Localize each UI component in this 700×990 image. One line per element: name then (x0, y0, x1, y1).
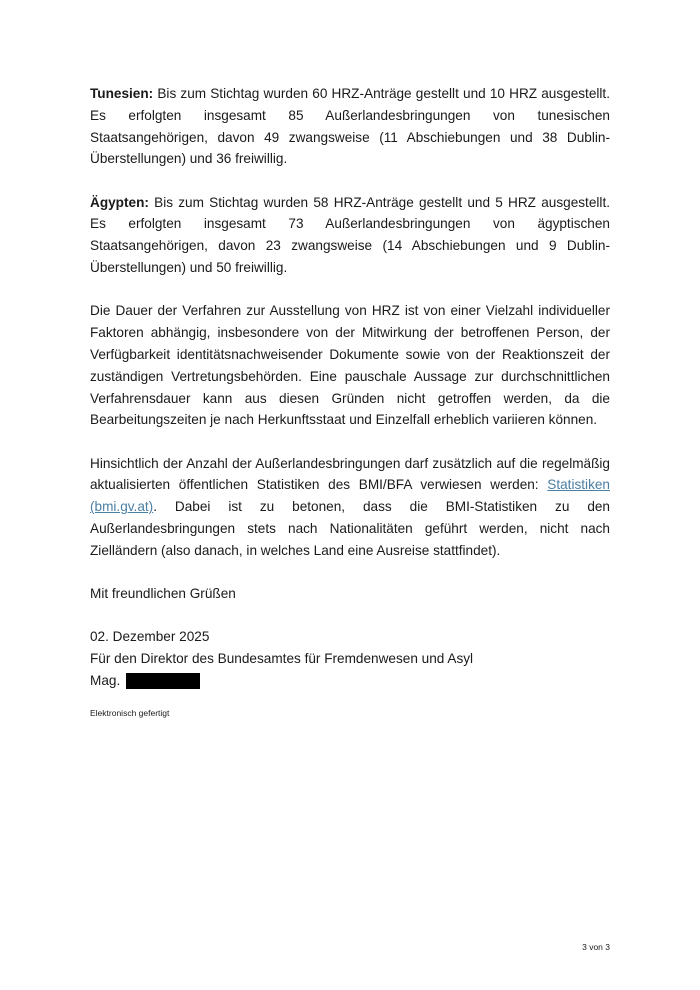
paragraph-statistik-text-before: Hinsichtlich der Anzahl der Außerlandesbringungen darf zusätzlich auf die regelmäßig aktualisierten öffentlichen Statistiken des BMI/BFA verwiesen werden: (90, 455, 610, 493)
signature-date: 02. Dezember 2025 (90, 629, 210, 645)
electronic-signature-note: Elektronisch gefertigt (90, 707, 170, 718)
signature-on-behalf: Für den Direktor des Bundesamtes für Fremdenwesen und Asyl (90, 651, 474, 667)
signature-name-row (90, 670, 610, 692)
paragraph-statistik (90, 453, 610, 562)
paragraph-aegypten (90, 192, 610, 279)
paragraph-tunesien (90, 83, 610, 170)
page-number: 3 von 3 (582, 942, 610, 952)
signature-block (90, 626, 610, 691)
signature-title: Mag. (90, 673, 121, 689)
paragraph-statistik-text-after: . Dabei ist zu betonen, dass die BMI-Statistiken zu den Außerlandesbringungen stets nach Nationalitäten geführt werden, nicht nach Zielländern (also danach, in welches Land eine Ausreise stattfindet). (90, 499, 610, 558)
closing-greeting: Mit freundlichen Grüßen (90, 586, 236, 602)
letter-body (90, 83, 610, 719)
paragraph-tunesien-text: Bis zum Stichtag wurden 60 HRZ-Anträge gestellt und 10 HRZ ausgestellt. Es erfolgten insgesamt 85 Außerlandesbringungen von tunesischen Staatsangehörigen, davon 49 zwangsweise (11 Abschiebungen und 38 Dublin-Überstellungen) und 36 freiwillig. (90, 86, 610, 167)
redaction-bar (126, 673, 200, 689)
country-label-aegypten: Ägypten: (90, 194, 149, 210)
country-label-tunesien: Tunesien: (90, 86, 154, 101)
paragraph-verfahrensdauer: Die Dauer der Verfahren zur Ausstellung von HRZ ist von einer Vielzahl individueller Faktoren abhängig, insbesondere von der Mitwirkung der betroffenen Person, der Verfügbarkeit identitätsnachweisender Dokumente sowie von der Reaktionszeit der zuständigen Vertretungsbehörden. Eine pauschale Aussage zur durchschnittlichen Verfahrensdauer kann aus diesen Gründen nicht getroffen werden, da die Bearbeitungszeiten je nach Herkunftsstaat und Einzelfall erheblich variieren können. (90, 303, 610, 428)
paragraph-aegypten-text: Bis zum Stichtag wurden 58 HRZ-Anträge gestellt und 5 HRZ ausgestellt. Es erfolgten insgesamt 73 Außerlandesbringungen von ägyptischen Staatsangehörigen, davon 23 zwangsweise (14 Abschiebungen und 9 Dublin-Überstellungen) und 50 freiwillig. (90, 194, 610, 276)
statistics-link[interactable]: Statistiken (bmi.gv.at) (90, 477, 610, 515)
